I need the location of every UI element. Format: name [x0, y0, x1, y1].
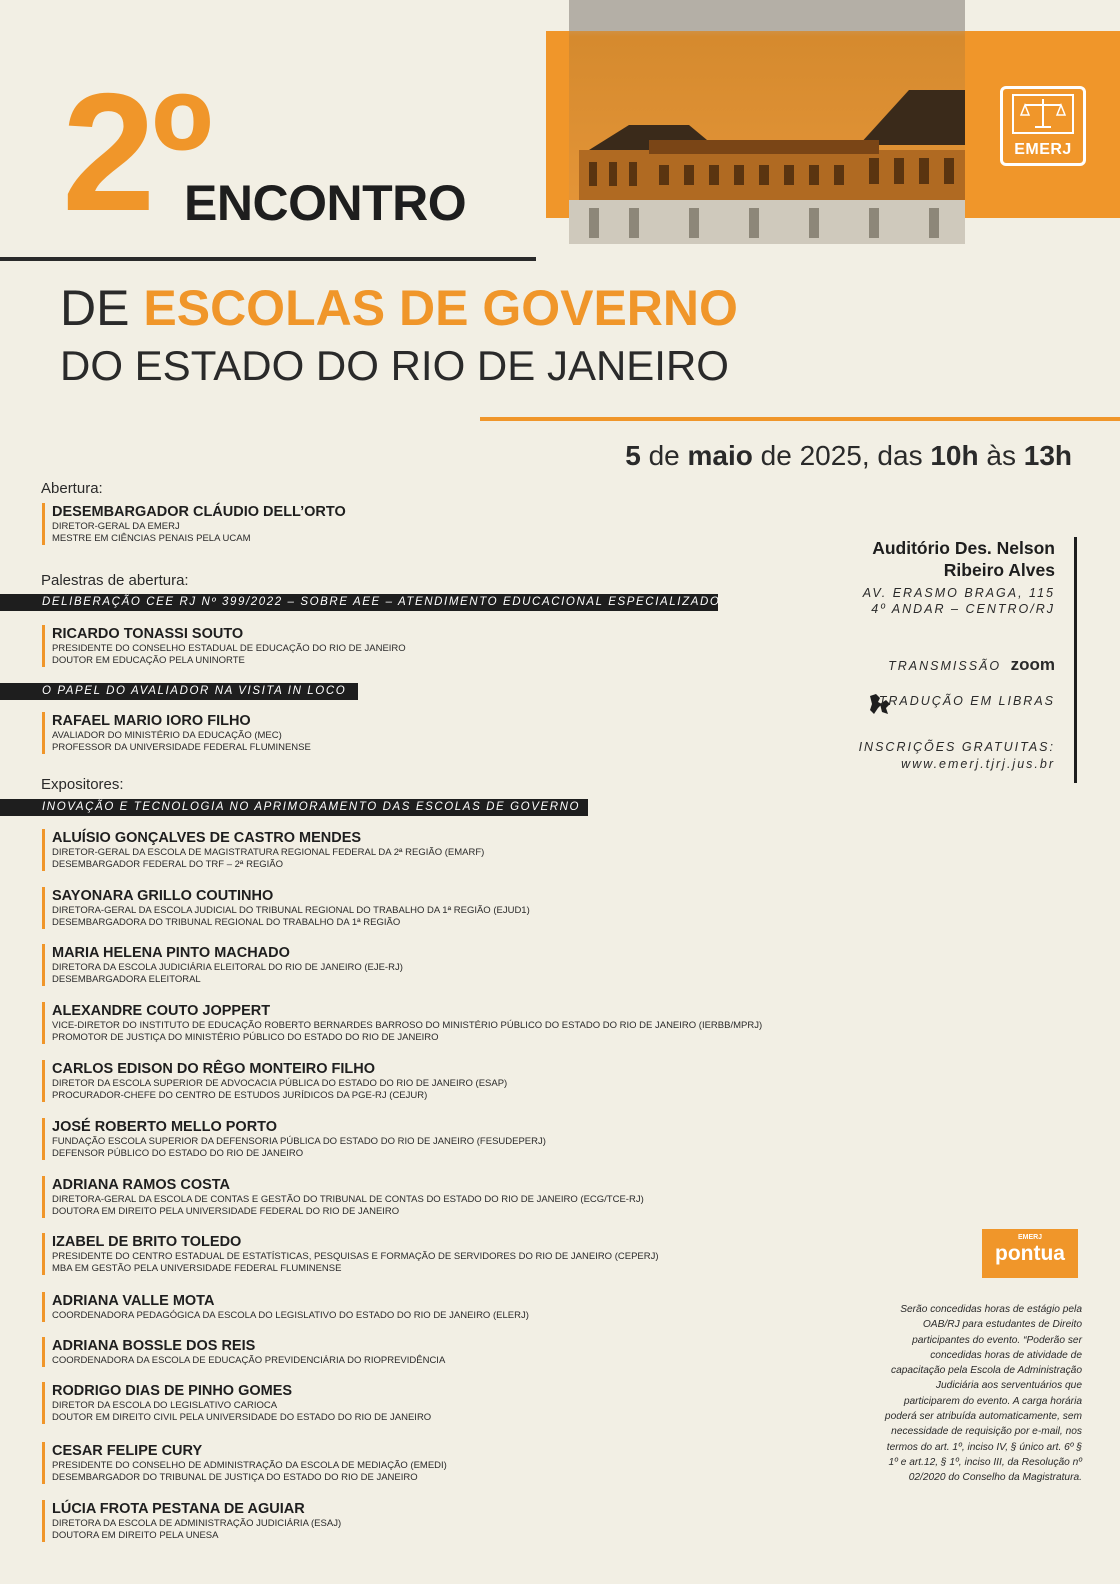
speaker-role: COORDENADORA DA ESCOLA DE EDUCAÇÃO PREVIDENCIÁRIA DO RIOPREVIDÊNCIA [52, 1355, 446, 1366]
venue-name-2: Ribeiro Alves [943, 560, 1055, 580]
speaker-name: RODRIGO DIAS DE PINHO GOMES [52, 1383, 293, 1399]
venue-address-1: AV. ERASMO BRAGA, 115 [862, 586, 1055, 600]
speaker-card [42, 625, 406, 667]
speaker-name: LÚCIA FROTA PESTANA DE AGUIAR [52, 1501, 305, 1517]
speaker-role: DOUTOR EM EDUCAÇÃO PELA UNINORTE [52, 655, 245, 666]
speaker-role: DIRETOR-GERAL DA EMERJ [52, 521, 180, 532]
venue-block [863, 537, 1055, 617]
speaker-role: DIRETOR DA ESCOLA SUPERIOR DE ADVOCACIA PÚBLICA DO ESTADO DO RIO DE JANEIRO (ESAP) [52, 1078, 508, 1089]
speaker-name: ADRIANA VALLE MOTA [52, 1293, 215, 1309]
speaker-name: RAFAEL MARIO IORO FILHO [52, 713, 251, 729]
speaker-name: ALEXANDRE COUTO JOPPERT [52, 1003, 271, 1019]
transmission-info [888, 655, 1055, 675]
date-month: maio [687, 440, 753, 471]
section-palestras: Palestras de abertura: [41, 572, 189, 589]
registration-label: INSCRIÇÕES GRATUITAS: [858, 740, 1055, 754]
speaker-role: DIRETOR DA ESCOLA DO LEGISLATIVO CARIOCA [52, 1400, 278, 1411]
venue-divider [1074, 537, 1077, 783]
speaker-role: DOUTORA EM DIREITO PELA UNESA [52, 1530, 219, 1541]
speaker-card [42, 503, 346, 545]
venue-name-1: Auditório Des. Nelson [872, 538, 1055, 558]
date-de: de [648, 440, 680, 471]
speaker-card [42, 1060, 507, 1102]
libras-info: TRADUÇÃO EM LIBRAS [878, 694, 1055, 708]
speaker-card [42, 1176, 644, 1218]
speaker-role: DESEMBARGADORA ELEITORAL [52, 974, 201, 985]
venue-address-2: 4º ANDAR – CENTRO/RJ [871, 602, 1055, 616]
transmission-label: TRANSMISSÃO [888, 659, 1002, 673]
speaker-role: PRESIDENTE DO CONSELHO ESTADUAL DE EDUCAÇÃO DO RIO DE JANEIRO [52, 643, 406, 654]
section-abertura: Abertura: [41, 480, 103, 497]
speaker-name: MARIA HELENA PINTO MACHADO [52, 945, 290, 961]
speaker-card [42, 1292, 529, 1322]
title-de: DE [60, 280, 130, 336]
speaker-name: ADRIANA BOSSLE DOS REIS [52, 1338, 256, 1354]
speaker-role: FUNDAÇÃO ESCOLA SUPERIOR DA DEFENSORIA PÚBLICA DO ESTADO DO RIO DE JANEIRO (FESUDEPERJ) [52, 1136, 546, 1147]
section-expositores: Expositores: [41, 776, 124, 793]
speaker-name: IZABEL DE BRITO TOLEDO [52, 1234, 242, 1250]
divider-right [480, 417, 1120, 421]
speaker-name: RICARDO TONASSI SOUTO [52, 626, 244, 642]
speaker-role: MESTRE EM CIÊNCIAS PENAIS PELA UCAM [52, 533, 251, 544]
speaker-name: ADRIANA RAMOS COSTA [52, 1177, 231, 1193]
speaker-name: JOSÉ ROBERTO MELLO PORTO [52, 1119, 278, 1135]
speaker-role: PROMOTOR DE JUSTIÇA DO MINISTÉRIO PÚBLICO DO ESTADO DO RIO DE JANEIRO [52, 1032, 439, 1043]
speaker-card [42, 944, 403, 986]
date-year: de 2025, das [760, 440, 923, 471]
title-line-1 [60, 280, 738, 336]
pontua-small: EMERJ [1017, 1234, 1043, 1241]
speaker-role: DESEMBARGADORA DO TRIBUNAL REGIONAL DO TRABALHO DA 1ª REGIÃO [52, 917, 401, 928]
speaker-card [42, 1337, 445, 1367]
speaker-role: PRESIDENTE DO CONSELHO DE ADMINISTRAÇÃO DA ESCOLA DE MEDIAÇÃO (EMEDI) [52, 1460, 447, 1471]
event-date [625, 440, 1072, 472]
speaker-role: MBA EM GESTÃO PELA UNIVERSIDADE FEDERAL FLUMINENSE [52, 1263, 342, 1274]
speaker-role: VICE-DIRETOR DO INSTITUTO DE EDUCAÇÃO ROBERTO BERNARDES BARROSO DO MINISTÉRIO PÚBLICO DO ESTADO DO RIO DE JANEIRO (IERBB/MPRJ) [52, 1020, 763, 1031]
speaker-role: PROFESSOR DA UNIVERSIDADE FEDERAL FLUMINENSE [52, 742, 311, 753]
pontua-badge [982, 1229, 1078, 1278]
speaker-role: DESEMBARGADOR DO TRIBUNAL DE JUSTIÇA DO ESTADO DO RIO DE JANEIRO [52, 1472, 418, 1483]
topic-banner: O PAPEL DO AVALIADOR NA VISITA IN LOCO [0, 683, 358, 700]
speaker-card [42, 1500, 341, 1542]
speaker-role: PROCURADOR-CHEFE DO CENTRO DE ESTUDOS JURÍDICOS DA PGE-RJ (CEJUR) [52, 1090, 428, 1101]
speaker-name: DESEMBARGADOR CLÁUDIO DELL’ORTO [52, 504, 346, 520]
registration-info [859, 739, 1055, 773]
speaker-name: CESAR FELIPE CURY [52, 1443, 203, 1459]
speaker-card [42, 712, 311, 754]
speaker-card [42, 1442, 447, 1484]
speaker-role: DIRETORA-GERAL DA ESCOLA JUDICIAL DO TRIBUNAL REGIONAL DO TRABALHO DA 1ª REGIÃO (EJUD1) [52, 905, 530, 916]
speaker-role: DIRETOR-GERAL DA ESCOLA DE MAGISTRATURA REGIONAL FEDERAL DA 2ª REGIÃO (EMARF) [52, 847, 485, 858]
speaker-card [42, 1118, 546, 1160]
speaker-role: COORDENADORA PEDAGÓGICA DA ESCOLA DO LEGISLATIVO DO ESTADO DO RIO DE JANEIRO (ELERJ) [52, 1310, 529, 1321]
speaker-name: CARLOS EDISON DO RÊGO MONTEIRO FILHO [52, 1061, 376, 1077]
date-as: às [986, 440, 1016, 471]
date-end: 13h [1023, 440, 1072, 471]
logo-text: EMERJ [1014, 141, 1072, 158]
title-escolas: ESCOLAS DE GOVERNO [143, 280, 738, 336]
speaker-card [42, 1002, 762, 1044]
title-line-2: DO ESTADO DO RIO DE JANEIRO [60, 342, 729, 389]
speaker-role: AVALIADOR DO MINISTÉRIO DA EDUCAÇÃO (MEC) [52, 730, 282, 741]
disclaimer-text: Serão concedidas horas de estágio pela OAB/RJ para estudantes de Direito participantes do evento. “Poderão ser concedidas horas de atividade de capacitação pela Escola de Administração Judiciária aos serventuários que participarem do evento. A carga horária poderá ser atribuída automaticamente, sem necessidade de requisição por e-mail, nos termos do art. 1º, inciso IV, § único art. 6º § 1º e art.12, § 1º, inciso III, da Resolução nº 02/2020 do Conselho da Magistratura. [884, 1304, 1082, 1484]
speaker-card [42, 887, 530, 929]
emerj-logo [1000, 86, 1086, 166]
date-day: 5 [625, 440, 641, 471]
speaker-role: PRESIDENTE DO CENTRO ESTADUAL DE ESTATÍSTICAS, PESQUISAS E FORMAÇÃO DE SERVIDORES DO RIO DE JANEIRO (CEPERJ) [52, 1251, 659, 1262]
speaker-role: DOUTOR EM DIREITO CIVIL PELA UNIVERSIDADE DO ESTADO DO RIO DE JANEIRO [52, 1412, 432, 1423]
divider-left [0, 257, 536, 261]
speaker-name: ALUÍSIO GONÇALVES DE CASTRO MENDES [52, 830, 362, 846]
speaker-role: DESEMBARGADOR FEDERAL DO TRF – 2ª REGIÃO [52, 859, 284, 870]
edition-number: 2º [62, 58, 209, 246]
zoom-logo: zoom [1010, 655, 1055, 674]
speaker-card [42, 1382, 431, 1424]
building-photo [569, 0, 965, 244]
speaker-card [42, 829, 484, 871]
topic-banner: DELIBERAÇÃO CEE RJ Nº 399/2022 – SOBRE AEE – ATENDIMENTO EDUCACIONAL ESPECIALIZADO [0, 594, 718, 611]
topic-banner: INOVAÇÃO E TECNOLOGIA NO APRIMORAMENTO DAS ESCOLAS DE GOVERNO [0, 799, 588, 816]
scales-icon [1003, 89, 1083, 139]
encontro-heading: ENCONTRO [184, 175, 467, 231]
registration-url[interactable]: www.emerj.tjrj.jus.br [901, 757, 1055, 771]
speaker-card [42, 1233, 659, 1275]
speaker-name: SAYONARA GRILLO COUTINHO [52, 888, 274, 904]
date-start: 10h [930, 440, 979, 471]
pontua-text: pontua [995, 1242, 1065, 1265]
speaker-role: DEFENSOR PÚBLICO DO ESTADO DO RIO DE JANEIRO [52, 1148, 304, 1159]
speaker-role: DIRETORA DA ESCOLA JUDICIÁRIA ELEITORAL DO RIO DE JANEIRO (EJE-RJ) [52, 962, 403, 973]
speaker-role: DOUTORA EM DIREITO PELA UNIVERSIDADE FEDERAL DO RIO DE JANEIRO [52, 1206, 400, 1217]
speaker-role: DIRETORA DA ESCOLA DE ADMINISTRAÇÃO JUDICIÁRIA (ESAJ) [52, 1518, 342, 1529]
speaker-role: DIRETORA-GERAL DA ESCOLA DE CONTAS E GESTÃO DO TRIBUNAL DE CONTAS DO ESTADO DO RIO DE JANEIRO (ECG/TCE-RJ) [52, 1194, 644, 1205]
